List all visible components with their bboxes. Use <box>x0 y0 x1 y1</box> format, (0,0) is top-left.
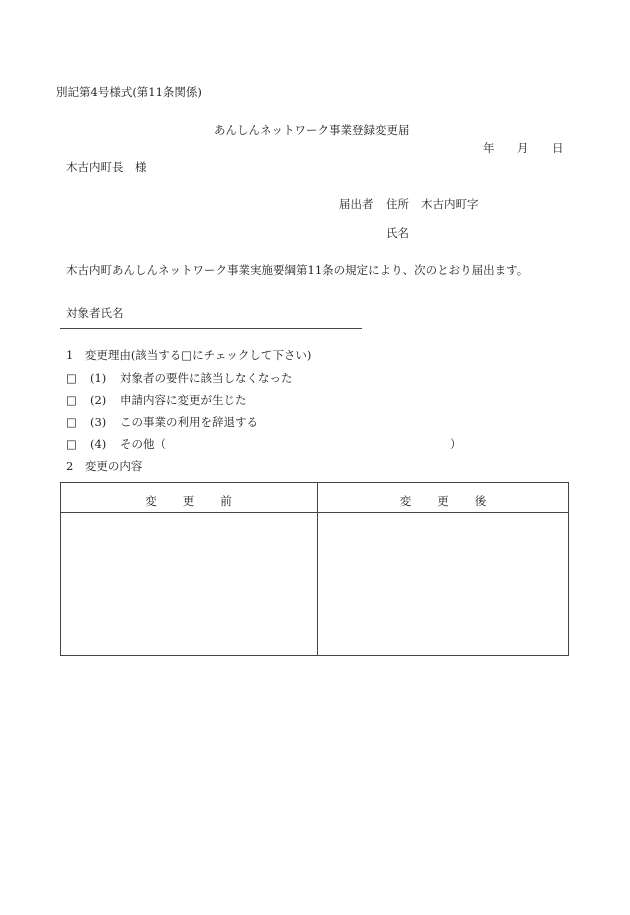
after-change-cell[interactable] <box>318 513 569 656</box>
addressee: 木古内町長 様 <box>66 160 147 174</box>
checkbox-1[interactable]: □ <box>66 371 77 385</box>
option-text-2: 申請内容に変更が生じた <box>120 393 247 407</box>
date-day-label: 日 <box>552 141 564 155</box>
checkbox-3[interactable]: □ <box>66 415 77 429</box>
option-text-1: 対象者の要件に該当しなくなった <box>120 371 293 385</box>
statement-text: 木古内町あんしんネットワーク事業実施要綱第11条の規定により、次のとおり届出ます。 <box>66 263 529 277</box>
date-month-label: 月 <box>517 141 529 155</box>
section1-heading: 1 変更理由(該当する□にチェックして下さい) <box>66 348 312 362</box>
option-number-4: (4) <box>90 437 107 451</box>
option-text-3: この事業の利用を辞退する <box>120 415 258 429</box>
checkbox-4[interactable]: □ <box>66 437 77 451</box>
form-number: 別記第4号様式(第11条関係) <box>56 85 202 99</box>
document-title: あんしんネットワーク事業登録変更届 <box>214 123 410 137</box>
section2-heading: 2 変更の内容 <box>66 459 143 473</box>
option-number-1: (1) <box>90 371 107 385</box>
option-number-3: (3) <box>90 415 107 429</box>
date-year-label: 年 <box>483 141 495 155</box>
applicant-label: 届出者 <box>339 197 374 211</box>
before-change-cell[interactable] <box>61 513 317 656</box>
subject-name-label: 対象者氏名 <box>66 306 124 320</box>
option-text-4: その他（ <box>120 437 166 451</box>
option-number-2: (2) <box>90 393 107 407</box>
subject-name-field-line <box>60 328 362 329</box>
checkbox-2[interactable]: □ <box>66 393 77 407</box>
name-label: 氏名 <box>386 226 409 240</box>
address-value: 木古内町字 <box>421 197 479 211</box>
change-content-table <box>60 482 569 656</box>
option-close-paren-4: ） <box>450 437 462 451</box>
before-change-header: 変 更 前 <box>145 494 233 508</box>
address-label: 住所 <box>386 197 409 211</box>
after-change-header: 変 更 後 <box>399 494 488 508</box>
